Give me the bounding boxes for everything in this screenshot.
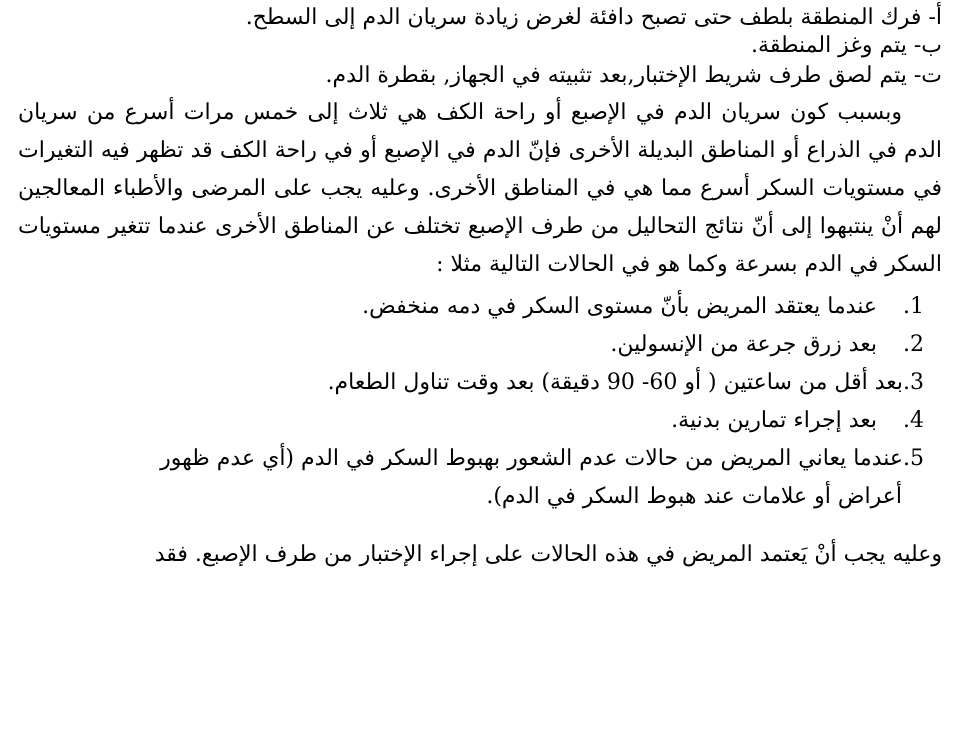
cases-list (18, 288, 942, 516)
list-item-continuation: أعراض أو علامات عند هبوط السكر في الدم). (486, 484, 902, 509)
list-item-text: عندما يعتقد المريض بأنّ مستوى السكر في دمه منخفض. (362, 294, 877, 319)
closing-paragraph: وعليه يجب أنْ يَعتمد المريض في هذه الحالات على إجراء الإختبار من طرف الإصبع. فقد (154, 542, 942, 567)
list-item-number: 5. (903, 446, 924, 471)
step-c-text: يتم لصق طرف شريط الإختبار,بعد تثبيته في الجهاز, بقطرة الدم. (325, 63, 907, 88)
step-b-marker: ب- (913, 33, 942, 58)
list-item-text: بعد أقل من ساعتين ( أو 60- 90 دقيقة) بعد وقت تناول الطعام. (327, 370, 903, 395)
step-a (18, 4, 942, 32)
list-item-number: 2. (903, 332, 924, 357)
list-item-text: عندما يعاني المريض من حالات عدم الشعور بهبوط السكر في الدم (أي عدم ظهور (160, 446, 903, 471)
list-item (18, 402, 924, 440)
list-item-number: 3. (903, 370, 924, 395)
step-b-text: يتم وغز المنطقة. (751, 33, 907, 58)
list-item-text: بعد إجراء تمارين بدنية. (671, 408, 877, 433)
step-a-text: فرك المنطقة بلطف حتى تصبح دافئة لغرض زيادة سريان الدم إلى السطح. (245, 5, 922, 30)
list-item-text: بعد زرق جرعة من الإنسولين. (610, 332, 877, 357)
list-item-number: 4. (903, 408, 924, 433)
step-a-marker: أ- (928, 5, 942, 30)
list-item (18, 326, 924, 364)
list-item (18, 288, 924, 326)
main-paragraph: وبسبب كون سريان الدم في الإصبع أو راحة الكف هي ثلاث إلى خمس مرات أسرع من سريان الدم في الذراع أو المناطق البديلة الأخرى فإنّ الدم في الإصبع أو في راحة الكف قد تظهر فيه التغيرات في مستويات السكر أسرع مما هي في المناطق الأخرى. وعليه يجب على المرضى والأطباء المعالجين لهم أنْ ينتبهوا إلى أنّ نتائج التحاليل من طرف الإصبع تختلف عن المناطق الأخرى عندما تتغير مستويات السكر في الدم بسرعة وكما هو في الحالات التالية مثلا : (18, 100, 942, 277)
document-page (0, 4, 960, 730)
list-item (18, 364, 924, 402)
step-c (18, 62, 942, 90)
list-item (18, 440, 924, 516)
step-b (18, 32, 942, 60)
list-item-number: 1. (903, 294, 924, 319)
step-c-marker: ت- (913, 63, 942, 88)
